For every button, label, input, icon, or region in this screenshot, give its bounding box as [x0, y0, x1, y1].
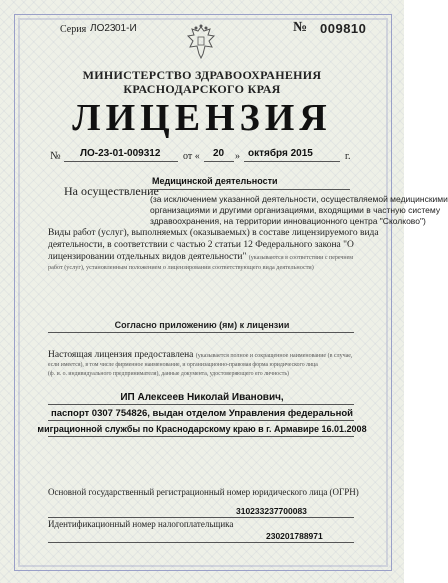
activity-label: На осуществление — [64, 184, 159, 198]
ogrn-underline — [48, 517, 354, 518]
year-suffix: г. — [345, 151, 351, 162]
holder-name: ИП Алексеев Николай Иванович, — [120, 392, 284, 403]
works-line3-note: (указываются в соответствии с перечнем — [248, 255, 354, 261]
series-suffix: 01-И — [115, 23, 137, 34]
inn-value: 230201788971 — [266, 531, 323, 541]
holder-passport-line1: паспорт 0307 754826, выдан отделом Управления федеральной — [50, 408, 354, 419]
passport-line1-underline — [48, 420, 354, 421]
license-day: 20 — [213, 148, 225, 159]
coat-of-arms-icon — [186, 24, 216, 60]
ogrn-value: 310233237700083 — [236, 506, 307, 516]
ogrn-label: Основной государственный регистрационный номер юридического лица (ОГРН) — [48, 487, 359, 497]
appendix-reference: Согласно приложению (ям) к лицензии — [114, 320, 290, 330]
number-label: № — [293, 20, 308, 35]
grant-main: Настоящая лицензия предоставлена — [48, 350, 194, 360]
close-quote: » — [235, 151, 240, 162]
number-value: 009810 — [320, 21, 367, 36]
ministry-line2: КРАСНОДАРСКОГО КРАЯ — [123, 82, 281, 96]
inn-label: Идентификационный номер налогоплательщика — [48, 519, 234, 529]
day-underline — [204, 161, 234, 162]
activity-note-line2: организациями и другими организациями, входящими в частную систему — [150, 205, 441, 215]
works-line3 — [48, 252, 353, 262]
activity-note-line1: (за исключением указанной деятельности, осуществляемой медицинскими — [150, 194, 448, 204]
series-label: Серия — [60, 24, 87, 35]
month-underline — [244, 161, 340, 162]
works-line1: Виды работ (услуг), выполняемых (оказываемых) в составе лицензируемого вида — [48, 228, 379, 238]
license-number-underline — [64, 161, 178, 162]
document-title: ЛИЦЕНЗИЯ — [72, 97, 332, 139]
from-label: от « — [183, 151, 200, 162]
passport-line2-underline — [48, 436, 354, 437]
grant-note3: (ф. и. о. индивидуального предпринимателя), данные документа, удостоверяющего его личность) — [48, 371, 289, 377]
grant-note1: (указывается полное и сокращенное наименование (в случае, — [195, 353, 353, 359]
activity-value: Медицинской деятельности — [152, 176, 278, 186]
activity-underline — [150, 189, 350, 190]
license-month-year: октября 2015 — [248, 148, 313, 159]
holder-passport-line2: миграционной службы по Краснодарскому краю в г. Армавире 16.01.2008 — [37, 424, 367, 434]
works-line2: деятельности, в соответствии с частью 2 статьи 12 Федерального закона "О — [48, 240, 354, 250]
license-number: ЛО-23-01-009312 — [80, 148, 161, 159]
works-line3-main: лицензировании отдельных видов деятельности" — [48, 252, 247, 262]
grant-line1 — [48, 350, 352, 360]
works-line4: работ (услуг), установленным положением о лицензировании соответствующего вида деятельности) — [48, 264, 314, 271]
grant-note2: если имеется), в том числе фирменное наименование, и организационно-правовая форма юридического лица — [48, 362, 318, 368]
series-value: ЛО23 — [90, 23, 116, 34]
appendix-underline — [48, 332, 354, 333]
activity-note-line3: здравоохранения, на территории инновационного центра "Сколково") — [150, 216, 426, 226]
ministry-line1: МИНИСТЕРСТВО ЗДРАВООХРАНЕНИЯ — [82, 68, 322, 82]
license-no-label: № — [50, 150, 61, 162]
inn-underline — [48, 542, 354, 543]
holder-name-underline — [48, 404, 354, 405]
